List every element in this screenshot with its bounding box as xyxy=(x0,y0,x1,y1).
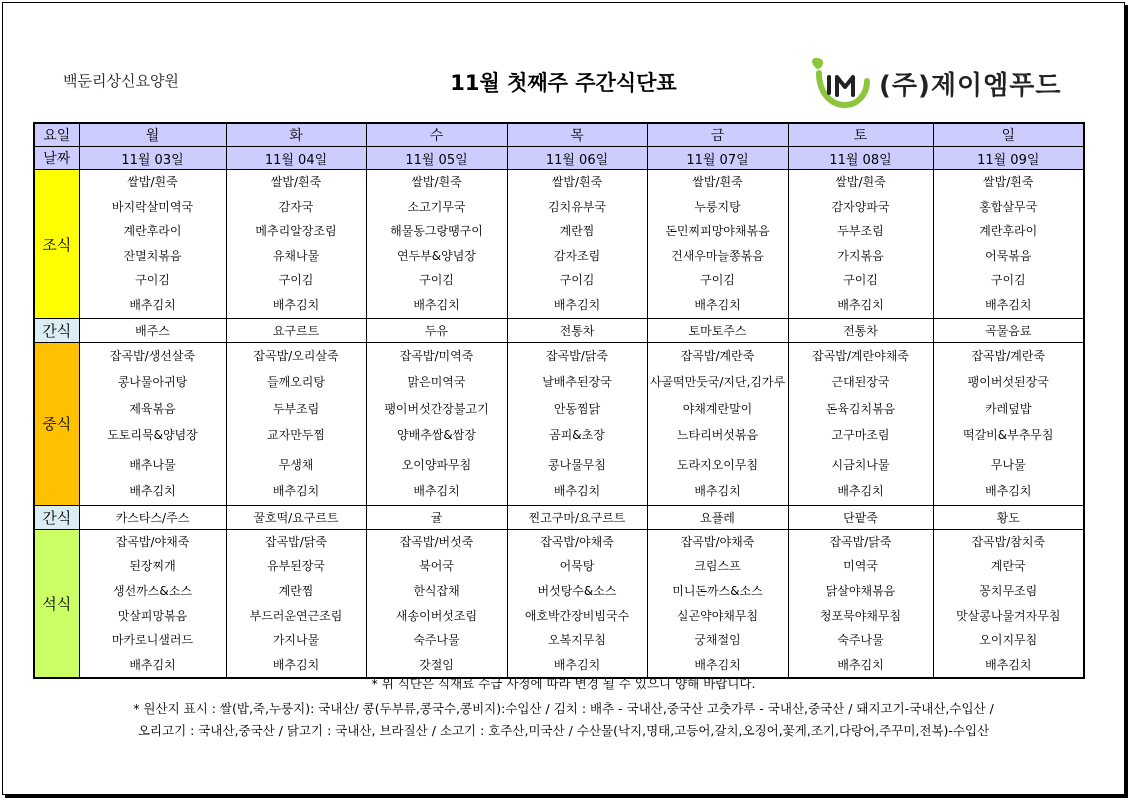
lunch-cell xyxy=(79,343,226,506)
menu-item: 배추김치 xyxy=(413,484,460,499)
date-cell: 11월 09일 xyxy=(933,147,1084,170)
snack-item: 두유 xyxy=(366,319,507,343)
menu-item: 배추김치 xyxy=(837,297,884,312)
lunch-cell xyxy=(788,343,933,506)
menu-item: 곰피&초장 xyxy=(549,427,605,442)
snack-item: 전통차 xyxy=(788,319,933,343)
origin-notice-line: * 원산지 표시 : 쌀(밥,죽,누룽지): 국내산/ 콩(두부류,콩국수,콩비지):수입산 / 김치 : 배추 - 국내산,중국산 고춧가루 - 국내산,중국산 / 돼지고기-국내산,수입산 / xyxy=(133,701,994,716)
menu-item: 배추김치 xyxy=(553,657,601,672)
menu-item: 무생채 xyxy=(278,458,314,473)
snack-item: 단팥죽 xyxy=(788,505,933,529)
menu-item: 숙주나물 xyxy=(837,633,884,648)
snack-item: 귤 xyxy=(366,505,507,529)
dinner-cell xyxy=(933,529,1084,678)
weekly-menu-table xyxy=(33,122,1085,679)
dinner-cell xyxy=(647,529,788,678)
menu-item: 구이김 xyxy=(419,273,454,288)
menu-item: 건새우마늘쫑볶음 xyxy=(671,248,764,263)
menu-item: 마카로니샐러드 xyxy=(111,633,194,648)
menu-item: 배추김치 xyxy=(129,657,176,672)
date-cell: 11월 08일 xyxy=(788,147,933,170)
company-name: (주)제이엠푸드 xyxy=(879,70,1062,101)
menu-item: 교자만두찜 xyxy=(267,427,325,442)
breakfast-row xyxy=(34,170,1084,319)
breakfast-cell xyxy=(788,170,933,319)
menu-item: 느타리버섯볶음 xyxy=(676,427,759,442)
menu-item: 배추김치 xyxy=(553,484,601,499)
menu-item: 맛살콩나물겨자무침 xyxy=(956,608,1061,623)
menu-item: 생선까스&소스 xyxy=(113,583,192,598)
menu-item: 잡곡밥/계란죽 xyxy=(680,349,755,363)
afternoon-snack-row xyxy=(34,505,1084,529)
snack-item: 카스타스/주스 xyxy=(79,505,226,529)
snack-label: 간식 xyxy=(34,319,79,343)
menu-item: 한식잡채 xyxy=(413,583,460,598)
dinner-cell xyxy=(507,529,647,678)
breakfast-cell xyxy=(226,170,366,319)
menu-item: 쌀밥/흰죽 xyxy=(411,175,462,189)
day-wed: 수 xyxy=(366,123,507,147)
menu-item: 감자양파국 xyxy=(831,199,890,214)
menu-item: 계란후라이 xyxy=(979,224,1038,239)
day-tue: 화 xyxy=(226,123,366,147)
menu-item: 구이김 xyxy=(700,273,735,288)
menu-item: 콩나물무침 xyxy=(548,458,606,473)
menu-item: 잡곡밥/계란야채죽 xyxy=(812,349,909,363)
menu-item: 어묵볶음 xyxy=(985,248,1032,263)
menu-item: 배추김치 xyxy=(272,484,320,499)
dinner-row xyxy=(34,529,1084,678)
lunch-cell xyxy=(933,343,1084,506)
menu-item: 쌀밥/흰죽 xyxy=(127,175,178,189)
origin-notice xyxy=(3,698,1124,742)
lunch-cell xyxy=(226,343,366,506)
dinner-cell xyxy=(366,529,507,678)
menu-item: 맛살피망볶음 xyxy=(117,608,188,623)
menu-item: 미역국 xyxy=(843,559,878,574)
date-cell: 11월 04일 xyxy=(226,147,366,170)
breakfast-cell xyxy=(647,170,788,319)
dinner-cell xyxy=(79,529,226,678)
snack-item: 배주스 xyxy=(79,319,226,343)
day-sun: 일 xyxy=(933,123,1084,147)
leaf-jm-logo-icon xyxy=(809,55,873,111)
menu-item: 꽁치무조림 xyxy=(979,583,1038,598)
day-label: 요일 xyxy=(34,123,79,147)
menu-item: 잡곡밥/미역죽 xyxy=(399,349,474,363)
menu-item: 떡갈비&부추무침 xyxy=(962,427,1054,442)
menu-item: 된장찌개 xyxy=(129,559,176,574)
morning-snack-row xyxy=(34,319,1084,343)
menu-item: 양배추쌈&쌈장 xyxy=(397,427,476,442)
menu-item: 날배추된장국 xyxy=(542,375,612,390)
menu-item: 소고기무국 xyxy=(407,199,466,214)
menu-item: 배추김치 xyxy=(837,657,884,672)
menu-item: 콩나물아귀탕 xyxy=(117,375,188,390)
menu-item: 잡곡밥/버섯죽 xyxy=(399,534,474,549)
menu-item: 잡곡밥/참치죽 xyxy=(971,534,1046,549)
day-sat: 토 xyxy=(788,123,933,147)
lunch-cell xyxy=(647,343,788,506)
menu-item: 궁채절임 xyxy=(694,633,741,648)
menu-item: 쌀밥/흰죽 xyxy=(835,175,886,189)
date-cell: 11월 05일 xyxy=(366,147,507,170)
menu-item: 돈육김치볶음 xyxy=(825,401,896,416)
menu-item: 잡곡밥/야채죽 xyxy=(115,534,190,549)
menu-item: 야채계란말이 xyxy=(682,401,753,416)
menu-item: 고구마조림 xyxy=(831,427,890,442)
menu-item: 쌀밥/흰죽 xyxy=(983,175,1034,189)
menu-item: 구이김 xyxy=(843,273,878,288)
menu-item: 무나물 xyxy=(990,458,1026,473)
menu-item: 들깨오리탕 xyxy=(267,375,325,390)
menu-item: 연두부&양념장 xyxy=(397,248,476,263)
menu-item: 시금치나물 xyxy=(831,458,890,473)
snack-item: 요플레 xyxy=(647,505,788,529)
menu-item: 가지나물 xyxy=(272,633,320,648)
snack-item: 요구르트 xyxy=(226,319,366,343)
menu-item: 버섯탕수&소스 xyxy=(537,583,617,598)
menu-item: 구이김 xyxy=(135,273,170,288)
menu-item: 두부조림 xyxy=(272,401,320,416)
menu-item: 배추김치 xyxy=(694,484,741,499)
menu-item: 배추김치 xyxy=(413,297,460,312)
snack-item: 찐고구마/요구르트 xyxy=(507,505,647,529)
menu-item: 안동찜닭 xyxy=(553,401,601,416)
menu-item: 새송이버섯조림 xyxy=(395,608,478,623)
dinner-label: 석식 xyxy=(34,529,79,678)
menu-item: 쌀밥/흰죽 xyxy=(270,175,322,189)
menu-item: 배추김치 xyxy=(272,297,320,312)
menu-item: 배추김치 xyxy=(129,297,176,312)
menu-item: 유채나물 xyxy=(272,248,320,263)
day-fri: 금 xyxy=(647,123,788,147)
menu-item: 계란후라이 xyxy=(123,224,182,239)
menu-item: 잡곡밥/야채죽 xyxy=(680,534,755,549)
snack-label: 간식 xyxy=(34,505,79,529)
breakfast-cell xyxy=(507,170,647,319)
menu-item: 잡곡밥/닭죽 xyxy=(829,534,892,549)
menu-item: 잡곡밥/야채죽 xyxy=(540,534,614,549)
menu-item: 배추김치 xyxy=(985,484,1032,499)
menu-item: 감자조림 xyxy=(553,248,601,263)
menu-item: 돈민찌피망야채볶음 xyxy=(665,224,770,239)
menu-item: 오이양파무침 xyxy=(401,458,472,473)
lunch-cell xyxy=(366,343,507,506)
menu-item: 감자국 xyxy=(278,199,314,214)
date-cell: 11월 03일 xyxy=(79,147,226,170)
day-mon: 월 xyxy=(79,123,226,147)
date-label: 날짜 xyxy=(34,147,79,170)
date-cell: 11월 06일 xyxy=(507,147,647,170)
menu-item: 유부된장국 xyxy=(267,559,325,574)
snack-item: 꿀호떡/요구르트 xyxy=(226,505,366,529)
change-notice: * 위 식단은 식재료 수급 사정에 따라 변경 될 수 있으니 양해 바랍니다. xyxy=(371,676,756,691)
snack-item: 황도 xyxy=(933,505,1084,529)
menu-sheet xyxy=(2,2,1125,795)
menu-item: 바지락살미역국 xyxy=(111,199,194,214)
menu-item: 홍합살무국 xyxy=(979,199,1038,214)
menu-item: 배추김치 xyxy=(272,657,320,672)
menu-item: 청포묵야채무침 xyxy=(819,608,902,623)
breakfast-cell xyxy=(933,170,1084,319)
menu-item: 맑은미역국 xyxy=(407,375,466,390)
dinner-cell xyxy=(788,529,933,678)
menu-item: 배추김치 xyxy=(837,484,884,499)
menu-item: 배추김치 xyxy=(129,484,176,499)
page-title: 11월 첫째주 주간식단표 xyxy=(450,71,677,95)
menu-item: 북어국 xyxy=(419,559,454,574)
menu-item: 카레덮밥 xyxy=(985,401,1032,416)
menu-item: 계란국 xyxy=(990,559,1026,574)
menu-item: 배추김치 xyxy=(694,657,741,672)
menu-item: 도토리묵&양념장 xyxy=(107,427,198,442)
menu-item: 어묵탕 xyxy=(559,559,595,574)
menu-item: 숙주나물 xyxy=(413,633,460,648)
menu-item: 누룽지탕 xyxy=(694,199,741,214)
menu-item: 부드러운연근조림 xyxy=(249,608,343,623)
menu-item: 계란찜 xyxy=(559,224,595,239)
lunch-row xyxy=(34,343,1084,506)
company-logo xyxy=(809,55,1061,111)
menu-item: 잡곡밥/계란죽 xyxy=(971,349,1046,363)
menu-item: 갓절임 xyxy=(419,657,454,672)
date-cell: 11월 07일 xyxy=(647,147,788,170)
origin-notice-line: 오리고기 : 국내산,중국산 / 닭고기 : 국내산, 브라질산 / 소고기 : 호주산,미국산 / 수산물(낙지,명태,고등어,갈치,오징어,꽃게,조기,다랑어,주꾸미,전복)-수입산 xyxy=(137,723,990,738)
menu-item: 오복지무침 xyxy=(548,633,606,648)
menu-item: 배추김치 xyxy=(553,297,601,312)
menu-item: 구이김 xyxy=(278,273,314,288)
menu-item: 오이지무침 xyxy=(979,633,1038,648)
menu-item: 닭살야채볶음 xyxy=(825,583,896,598)
menu-item: 쌀밥/흰죽 xyxy=(692,175,743,189)
date-header-row xyxy=(34,147,1084,170)
lunch-label: 중식 xyxy=(34,343,79,506)
lunch-cell xyxy=(507,343,647,506)
menu-item: 사골떡만둣국/지단,김가루 xyxy=(649,375,786,390)
menu-item: 실곤약야채무침 xyxy=(676,608,759,623)
menu-item: 배추김치 xyxy=(694,297,741,312)
menu-item: 잡곡밥/닭죽 xyxy=(545,349,608,363)
dinner-cell xyxy=(226,529,366,678)
day-header-row xyxy=(34,123,1084,147)
menu-item: 근대된장국 xyxy=(831,375,890,390)
menu-item: 배추나물 xyxy=(129,458,176,473)
menu-item: 잡곡밥/생선살죽 xyxy=(109,349,196,363)
menu-item: 잡곡밥/닭죽 xyxy=(264,534,327,549)
menu-item: 배추김치 xyxy=(985,297,1032,312)
menu-item: 구이김 xyxy=(990,273,1026,288)
menu-item: 팽이버섯된장국 xyxy=(967,375,1049,390)
menu-item: 잔멸치볶음 xyxy=(123,248,182,263)
breakfast-cell xyxy=(79,170,226,319)
menu-item: 해물동그랑땡구이 xyxy=(390,224,483,239)
menu-item: 계란찜 xyxy=(278,583,314,598)
snack-item: 곡물음료 xyxy=(933,319,1084,343)
menu-item: 가지볶음 xyxy=(837,248,884,263)
menu-item: 애호박간장비빔국수 xyxy=(524,608,630,623)
menu-item: 제육볶음 xyxy=(129,401,176,416)
menu-item: 배추김치 xyxy=(985,657,1032,672)
menu-item: 구이김 xyxy=(559,273,595,288)
menu-item: 김치유부국 xyxy=(548,199,606,214)
breakfast-cell xyxy=(366,170,507,319)
menu-item: 팽이버섯간장불고기 xyxy=(384,401,489,416)
day-thu: 목 xyxy=(507,123,647,147)
menu-item: 도라지오이무침 xyxy=(676,458,759,473)
menu-item: 쌀밥/흰죽 xyxy=(551,175,603,189)
snack-item: 토마토주스 xyxy=(647,319,788,343)
snack-item: 전통차 xyxy=(507,319,647,343)
breakfast-label: 조식 xyxy=(34,170,79,319)
menu-item: 두부조림 xyxy=(837,224,884,239)
facility-name: 백둔리상신요양원 xyxy=(63,72,179,90)
menu-item: 메추리알장조림 xyxy=(255,224,337,239)
menu-item: 미니돈까스&소스 xyxy=(672,583,763,598)
menu-item: 크림스프 xyxy=(694,559,741,574)
menu-item: 잡곡밥/오리살죽 xyxy=(253,349,339,363)
